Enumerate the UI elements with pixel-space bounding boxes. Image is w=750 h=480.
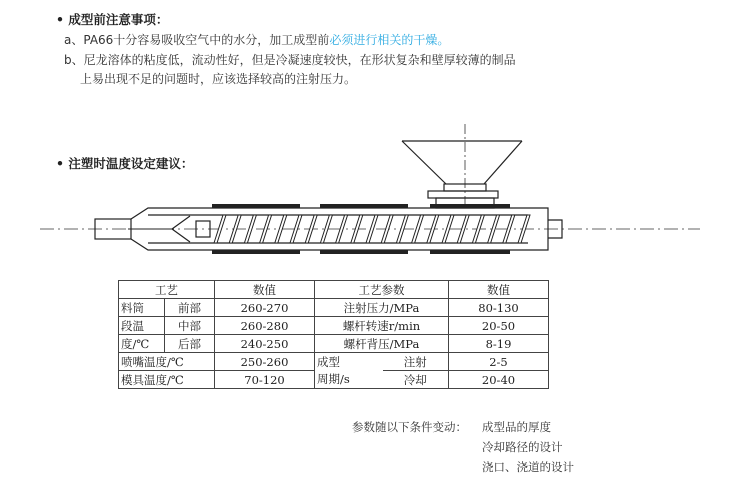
- note-b-line1: b、尼龙溶体的粘度低，流动性好，但是冷凝速度较快，在形状复杂和壁厚较薄的制品: [64, 53, 516, 67]
- nozzle-temp-value: 250-260: [215, 353, 315, 371]
- mold-temp-value: 70-120: [215, 371, 315, 389]
- heater-band: [430, 204, 510, 208]
- header-value-2: 数值: [449, 281, 549, 299]
- cool-value: 20-40: [449, 371, 549, 389]
- header-parameter: 工艺参数: [315, 281, 449, 299]
- heater-band: [212, 204, 300, 208]
- table-row: [119, 335, 549, 353]
- row-parameter: 螺杆背压/MPa: [315, 335, 449, 353]
- section-title-before-molding: • 成型前注意事项：: [56, 12, 169, 27]
- injection-machine-diagram: [0, 118, 750, 278]
- notes-lead: 参数随以下条件变动：: [352, 420, 467, 434]
- row-parameter-value: 20-50: [449, 317, 549, 335]
- table-row: [119, 317, 549, 335]
- row-label: 料筒: [119, 299, 165, 317]
- row-temperature: 240-250: [215, 335, 315, 353]
- table-row: [119, 371, 549, 389]
- row-zone: 前部: [165, 299, 215, 317]
- header-value: 数值: [215, 281, 315, 299]
- note-b-line2: 上易出现不足的问题时，应该选择较高的注射压力。: [80, 72, 357, 86]
- header-process: 工艺: [119, 281, 215, 299]
- cycle-label-bottom: 周期/s: [315, 371, 383, 389]
- row-parameter: 注射压力/MPa: [315, 299, 449, 317]
- heater-band: [320, 250, 408, 254]
- notes-item: 成型品的厚度: [482, 420, 551, 434]
- heater-band: [212, 250, 300, 254]
- table-row: [119, 299, 549, 317]
- note-a: [64, 31, 449, 48]
- cool-label: 冷却: [383, 371, 449, 389]
- mold-temp-label: 模具温度/℃: [119, 371, 215, 389]
- notes-item: 冷却路径的设计: [482, 440, 563, 454]
- screw-flight: [244, 215, 256, 243]
- cycle-label-top: 成型: [315, 353, 383, 371]
- note-a-highlight: 必须进行相关的干燥。: [329, 33, 450, 47]
- row-parameter-value: 8-19: [449, 335, 549, 353]
- hopper: [402, 141, 522, 208]
- row-parameter-value: 80-130: [449, 299, 549, 317]
- row-parameter: 螺杆转速r/min: [315, 317, 449, 335]
- section-title-temperature: • 注塑时温度设定建议：: [56, 156, 194, 171]
- notes-item: 浇口、浇道的设计: [482, 460, 574, 474]
- row-zone: 后部: [165, 335, 215, 353]
- row-temperature: 260-270: [215, 299, 315, 317]
- note-a-text: a、PA66十分容易吸收空气中的水分，加工成型前: [64, 33, 330, 47]
- row-label: 段温: [119, 317, 165, 335]
- heater-band: [430, 250, 510, 254]
- row-zone: 中部: [165, 317, 215, 335]
- heater-band: [320, 204, 408, 208]
- nozzle-temp-label: 喷嘴温度/℃: [119, 353, 215, 371]
- inject-label: 注射: [383, 353, 449, 371]
- table-header-row: [119, 281, 549, 299]
- parameter-table: [118, 280, 549, 389]
- row-temperature: 260-280: [215, 317, 315, 335]
- row-label: 度/℃: [119, 335, 165, 353]
- table-row: [119, 353, 549, 371]
- inject-value: 2-5: [449, 353, 549, 371]
